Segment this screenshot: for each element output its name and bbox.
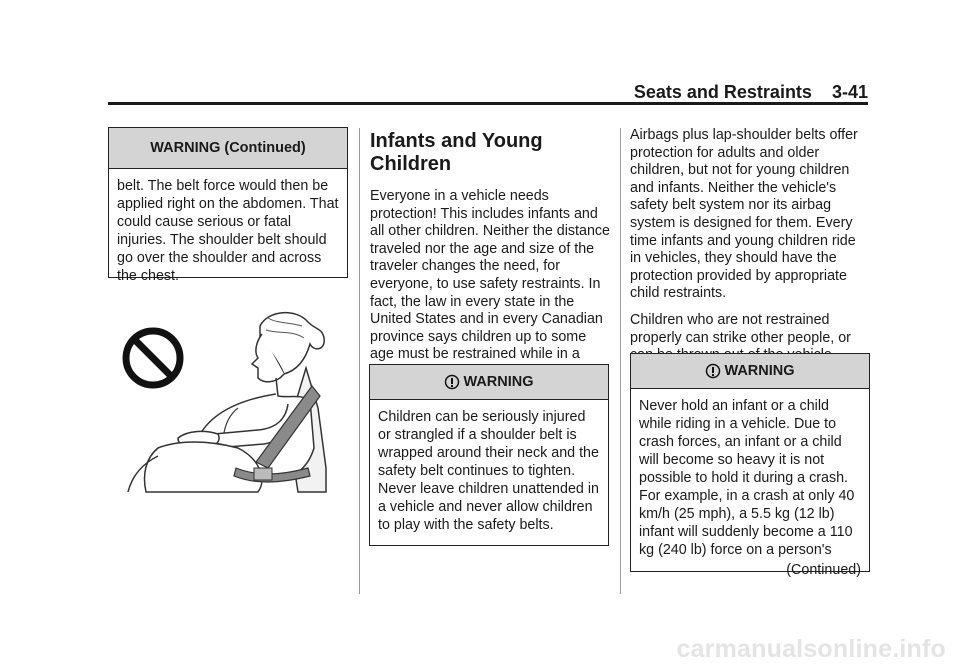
page-number: 3-41 (831, 82, 868, 102)
column-divider-1 (359, 128, 360, 594)
warning-title: WARNING (724, 363, 795, 379)
warning-continued-body: belt. The belt force would then be applied right on the abdomen. That could cause serious or fatal injuries. The shoulder belt should go over the shoulder and across the chest. (117, 178, 339, 284)
warning-body (631, 389, 869, 583)
warning-box-children (369, 364, 609, 546)
warning-title: WARNING (463, 374, 534, 390)
warning-header (370, 365, 608, 400)
warning-box-infant (630, 353, 870, 578)
warning-circle-icon (444, 374, 460, 390)
header-rule (108, 102, 868, 105)
page-header (634, 82, 868, 103)
warning-body: Children can be seriously injured or strangled if a shoulder belt is wrapped around their neck and the safety belt continues to tighten. Never leave children unattended in a vehicle and never allow children to play with the safety belts. (378, 409, 599, 533)
right-column (630, 127, 870, 365)
warning-body-text: Never hold an infant or a child while riding in a vehicle. Due to crash forces, an infant or a child will become so heavy it is not possible to hold it during a crash. For example, in a crash at only 40 km/h (25 mph), a 5.5 kg (12 lb) infant will suddenly become a 110 kg (240 lb) force on a person's (639, 398, 855, 558)
warning-circle-icon (705, 363, 721, 379)
column-divider-2 (620, 128, 621, 594)
pregnant-seatbelt-illustration (118, 308, 328, 493)
middle-body-text: Everyone in a vehicle needs protection! This includes infants and all other children. Neither the distance traveled nor the age and size of the traveler changes the need, for everyone, to use safety restraints. In fact, the law in every state in the United States and in every Canadian province says children up to some age must be restrained while in a (370, 188, 611, 363)
right-paragraph-1: Airbags plus lap-shoulder belts offer protection for adults and older children, but not for young children and infants. Neither the vehicle's safety belt system nor its airbag system is designed for them. Every time infants and young children ride in vehicles, they should have the protection provided by appropriate child restraints. (630, 127, 858, 302)
prohibition-sign-icon (126, 331, 180, 385)
section-title: Seats and Restraints (633, 82, 812, 102)
right-paragraph-2: Children who are not restrained properly can strike other people, or (630, 311, 851, 346)
watermark: carmanualsonline.info (676, 635, 946, 663)
section-heading: Infants and Young Children (370, 130, 543, 175)
warning-header (631, 354, 869, 389)
warning-continued-box (108, 127, 348, 284)
continued-label: (Continued) (786, 562, 861, 578)
middle-column (370, 130, 610, 382)
warning-continued-title: WARNING (Continued) (109, 128, 347, 169)
